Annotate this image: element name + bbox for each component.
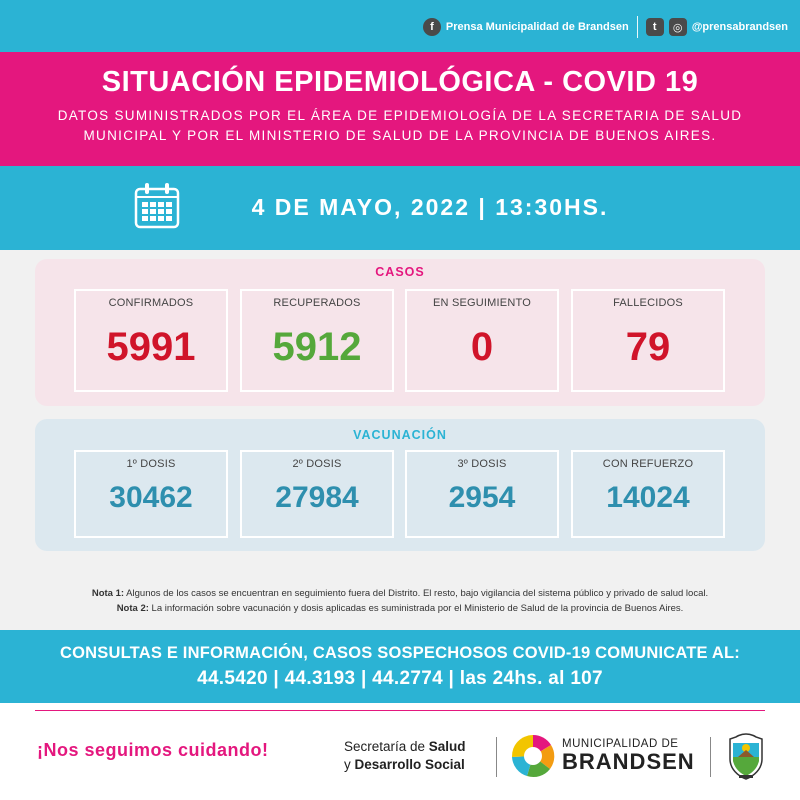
municipal-shield-icon (726, 731, 766, 781)
social-links (423, 16, 788, 38)
twitter-icon[interactable]: t (646, 18, 664, 36)
page-subtitle: DATOS SUMINISTRADOS POR EL ÁREA DE EPIDEMIOLOGÍA DE LA SECRETARIA DE SALUD MUNICIPAL Y POR EL MINISTERIO DE SALUD DE LA PROVINCIA DE BUENOS AIRES. (57, 108, 743, 143)
stat-label: 3º DOSIS (457, 458, 507, 470)
stat-confirmados (74, 289, 228, 392)
stat-fallecidos (571, 289, 725, 392)
secretaria-name (344, 738, 466, 774)
note-1 (0, 586, 800, 601)
stat-en-seguimiento (405, 289, 559, 392)
note-2-label: Nota 2: (116, 603, 149, 614)
municipal-logo-icon (510, 733, 556, 779)
contact-band (0, 630, 800, 703)
stat-dosis-2 (240, 450, 394, 538)
stat-recuperados (240, 289, 394, 392)
instagram-icon[interactable]: ◎ (669, 18, 687, 36)
top-bar (0, 0, 800, 52)
stat-value: 0 (470, 325, 494, 369)
title-band (0, 52, 800, 166)
stat-value: 79 (625, 325, 671, 369)
casos-label: CASOS (375, 265, 425, 279)
vacunacion-label: VACUNACIÓN (353, 428, 447, 442)
stat-refuerzo (571, 450, 725, 538)
secretaria-line2-pre: y (344, 757, 355, 772)
vacunacion-panel (35, 419, 765, 551)
stat-value: 14024 (606, 481, 690, 514)
municipalidad-line-1: MUNICIPALIDAD DE (562, 738, 679, 750)
casos-panel (35, 259, 765, 406)
contact-heading: CONSULTAS E INFORMACIÓN, CASOS SOSPECHOSOS COVID-19 COMUNICATE AL: (60, 644, 740, 662)
note-2 (0, 601, 800, 616)
footer-separator (710, 737, 711, 777)
stat-label: EN SEGUIMIENTO (433, 297, 531, 309)
secretaria-pre: Secretaría de (344, 739, 429, 754)
note-1-label: Nota 1: (91, 588, 125, 599)
stat-label: 1º DOSIS (126, 458, 176, 470)
footer-slogan: ¡Nos seguimos cuidando! (37, 740, 269, 760)
stat-label: RECUPERADOS (273, 297, 361, 309)
social-divider (637, 16, 638, 38)
date-band (0, 166, 800, 250)
secretaria-line2-bold: Desarrollo Social (354, 757, 465, 772)
stat-label: CONFIRMADOS (108, 297, 194, 309)
note-1-text: Algunos de los casos se encuentran en seguimiento fuera del Distrito. El resto, bajo vigilancia del sistema público y privado de salud local. (124, 588, 709, 599)
stat-value: 5991 (106, 325, 196, 369)
stat-label: FALLECIDOS (613, 297, 683, 309)
footer-divider (35, 710, 765, 711)
municipalidad-line-2: BRANDSEN (562, 749, 695, 774)
facebook-page-name[interactable]: Prensa Municipalidad de Brandsen (445, 21, 629, 33)
facebook-icon[interactable]: f (423, 18, 441, 36)
footer-separator (496, 737, 497, 777)
notes (0, 586, 800, 616)
social-handle[interactable]: @prensabrandsen (691, 21, 788, 33)
stat-value: 30462 (109, 481, 193, 514)
secretaria-bold: Salud (428, 739, 466, 754)
secretaria-line-2 (344, 756, 466, 774)
secretaria-line-1 (344, 738, 466, 756)
stat-value: 2954 (448, 481, 516, 514)
municipalidad-name (562, 738, 695, 775)
page-title: SITUACIÓN EPIDEMIOLÓGICA - COVID 19 (101, 66, 699, 98)
note-2-text: La información sobre vacunación y dosis aplicadas es suministrada por el Ministerio de Salud de la provincia de Buenos Aires. (148, 603, 684, 614)
stat-value: 5912 (272, 325, 362, 369)
stat-value: 27984 (275, 481, 359, 514)
stat-label: CON REFUERZO (602, 458, 694, 470)
stat-label: 2º DOSIS (292, 458, 342, 470)
stat-dosis-3 (405, 450, 559, 538)
report-date: 4 DE MAYO, 2022 | 13:30HS. (251, 194, 609, 220)
contact-phones: 44.5420 | 44.3193 | 44.2774 | las 24hs. al 107 (197, 668, 603, 689)
stat-dosis-1 (74, 450, 228, 538)
